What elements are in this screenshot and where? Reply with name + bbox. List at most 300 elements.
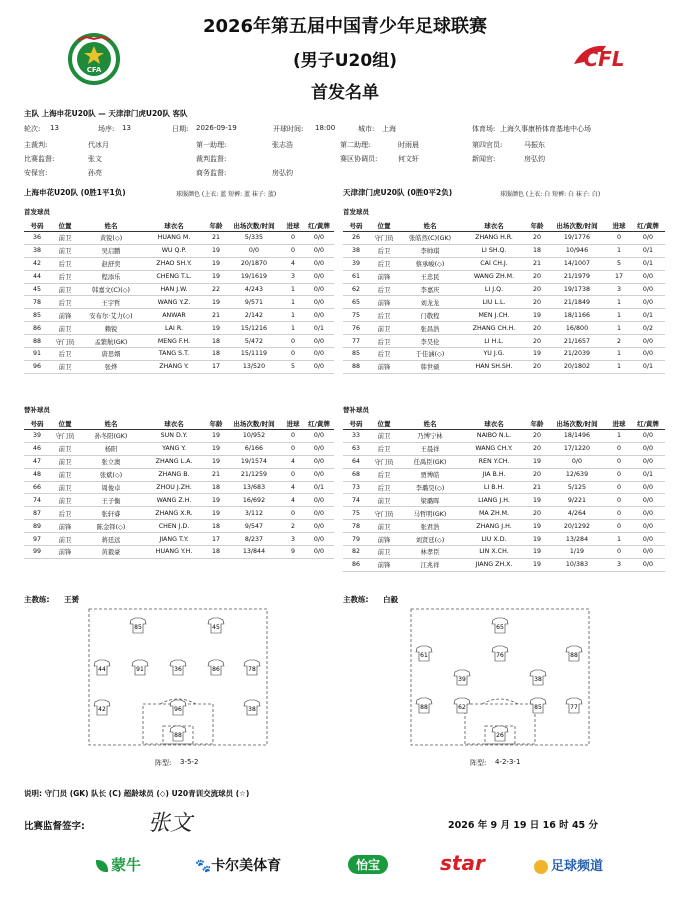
player-jersey [170,726,186,741]
kickoff-value: 18:00 [315,124,336,132]
table-cell: 1 [616,432,621,440]
away-starters-label: 首发球员 [343,208,369,216]
home-kit-colors: 球服颜色 (上衣: 蓝 短裤: 蓝 袜子: 蓝) [176,191,277,198]
player-jersey [94,700,110,715]
table-cell: 21 [532,484,541,491]
table-cell: 0/0 [642,496,654,504]
table-cell: 后卫 [58,351,72,359]
table-cell: WANG CH.Y. [475,445,513,453]
table-cell: 0/0 [642,432,654,440]
table-cell: 0/0 [571,458,583,466]
table-row [24,283,334,296]
col-header: 进球 [607,220,631,232]
table-cell: 守门员 [55,338,75,346]
table-cell: 0/0 [642,522,654,530]
table-cell: 19 [211,445,220,453]
table-cell: 20/1802 [563,363,591,371]
table-cell: LIU X.D. [481,535,507,543]
jersey-number: 88 [570,652,578,659]
table-cell: 0 [290,509,295,517]
official-value: 马振东 [524,141,545,149]
sponsor-kelme [195,855,281,875]
player-jersey [244,660,260,675]
table-cell: 前锋 [377,562,391,570]
table-cell: 21/2039 [563,350,591,358]
table-cell: 蔡承峻(◇) [415,261,445,269]
table-cell: MA ZH.M. [478,509,510,517]
table-cell: 19 [532,350,541,358]
jersey-number: 78 [248,666,256,673]
table-cell: 18 [211,484,220,491]
away-subs-label: 替补球员 [343,406,369,414]
round-label: 轮次: [24,125,41,133]
table-cell: 0/0 [642,298,654,306]
table-cell: 82 [351,548,360,556]
table-cell: 21/1979 [563,273,591,281]
table-cell: 0 [290,337,295,345]
home-coach-name: 王赟 [64,595,79,604]
kickoff-label: 开球时间: [273,125,304,133]
col-header: 进球 [282,418,304,430]
table-cell: 77 [351,337,360,345]
jersey-number: 65 [496,624,504,631]
table-cell: 17/1220 [563,445,591,453]
table-cell: 1 [616,363,621,371]
table-cell: 33 [351,432,360,440]
home-team-title: 上海申花U20队 (0胜1平1负) [24,188,126,197]
col-header: 姓名 [399,220,461,232]
sponsor-football-channel [534,855,603,874]
away-starters-table [343,220,665,374]
table-cell: 后卫 [58,261,72,269]
table-cell: 18 [211,350,220,358]
table-cell: 0/1 [642,247,654,255]
table-cell: 18 [532,247,541,255]
round-value: 13 [50,124,59,132]
jersey-number: 38 [248,706,256,713]
official-label: 新闻官: [472,155,496,163]
table-cell: 后卫 [58,299,72,307]
table-cell: 75 [351,509,360,517]
col-header: 年龄 [206,220,226,232]
table-cell: TANG S.T. [158,350,190,358]
table-cell: 73 [351,484,360,491]
page-title: 2026年第五届中国青少年足球联赛 [202,16,488,37]
table-row [24,455,334,468]
col-header: 红/黄牌 [304,220,334,232]
table-cell: 39 [32,432,41,440]
city-label: 城市: [358,125,375,133]
table-cell: 马哲明(GK) [413,510,447,518]
table-cell: LIANG J.H. [478,496,510,504]
table-cell: ZHANG J.H. [476,522,512,530]
table-cell: 李帅琪 [420,248,440,256]
table-cell: CHEN J.D. [158,522,190,530]
table-cell: 64 [351,458,360,466]
col-header: 出场次数/时间 [547,220,607,232]
table-cell: 0/0 [313,273,325,281]
official-value: 何文轩 [398,155,419,163]
table-cell: 1 [616,298,621,306]
table-cell: 0/0 [642,350,654,358]
table-cell: 0/0 [313,234,325,242]
jersey-number: 45 [212,624,220,631]
table-cell: 赵舒奕 [101,261,121,269]
table-cell: 1 [290,286,295,293]
supervisor-signature: 张文 [148,811,193,836]
table-cell: HAN SH.SH. [475,363,513,371]
table-cell: 9/221 [567,496,587,504]
table-cell: 韩嘉文(C)(◇) [92,287,130,294]
table-cell: 68 [351,471,360,479]
table-cell: 0/1 [642,311,654,319]
table-cell: 13/520 [242,363,266,371]
table-cell: 后卫 [58,274,72,282]
away-subs-table [343,418,665,572]
table-cell: 前卫 [377,497,391,505]
table-cell: 0/0 [313,432,325,440]
table-cell: 9/547 [244,522,264,530]
table-cell: 后卫 [377,351,391,359]
table-cell: 后卫 [377,485,391,492]
table-cell: ANWAR [162,311,186,319]
jersey-number: 26 [496,732,504,739]
table-cell: 48 [32,471,41,479]
table-cell: 26 [351,234,360,242]
table-cell: 0 [290,350,295,358]
home-formation-label: 阵型: [155,759,172,767]
table-cell: YANG Y. [162,445,186,453]
table-row [24,348,334,361]
table-cell: 20 [532,445,541,453]
table-cell: 19 [532,561,541,569]
player-jersey [208,660,224,675]
table-cell: 75 [351,311,360,319]
table-cell: 0/0 [313,363,325,371]
col-header: 号码 [24,418,50,430]
sponsor-name: star [440,851,485,875]
col-header: 姓名 [399,418,461,430]
cfa-logo [68,32,120,86]
table-cell: 36 [32,234,41,242]
table-cell: 21 [532,260,541,268]
table-cell: 后卫 [377,472,391,480]
table-cell: WANG ZH.M. [473,273,515,281]
table-cell: 0/1 [642,260,654,268]
table-cell: 张君浩 [420,523,440,531]
table-cell: 孙冬阳(GK) [94,433,128,441]
official-label: 第二助理: [340,141,371,149]
table-cell: HUANG Y.H. [155,548,193,556]
page-subtitle: (男子U20组) [292,51,397,71]
table-cell: 5/472 [244,337,264,345]
table-cell: 0/1 [313,484,325,491]
table-cell: 1 [290,298,295,306]
table-row [343,442,665,455]
table-cell: 61 [351,273,360,281]
table-cell: 0 [290,234,295,242]
table-cell: 前卫 [377,549,391,557]
table-cell: 5/125 [567,484,587,491]
table-cell: 21 [211,471,220,479]
player-jersey [566,646,582,661]
table-cell: 15/1216 [240,324,268,332]
home-starters-table [24,220,334,374]
table-cell: 程添乐 [101,274,121,282]
table-cell: 88 [351,363,360,371]
table-cell: 前锋 [377,364,391,372]
table-cell: 18 [211,337,220,345]
table-row [343,348,665,361]
official-value: 张志浩 [272,141,293,149]
table-cell: 13/284 [565,535,589,543]
table-cell: 3 [290,535,295,543]
table-cell: 黄毅豪 [101,549,121,557]
table-cell: 1 [616,350,621,358]
table-cell: 0/0 [313,311,325,319]
table-cell: 王晨祥 [420,446,440,454]
table-cell: 前锋 [377,274,391,282]
table-cell: 任禹臣(GK) [413,459,447,467]
table-cell: 2/142 [244,311,264,319]
table-cell: 19/1776 [563,234,591,242]
table-cell: 李璐昊(◇) [415,485,445,492]
table-cell: 20 [532,363,541,371]
table-row [343,296,665,309]
table-row [24,296,334,309]
table-cell: 88 [32,337,41,345]
jersey-number: 38 [534,676,542,683]
cfl-logo-text: CFL [583,47,625,71]
jersey-number: 96 [174,706,182,713]
player-jersey [530,698,546,713]
jersey-number: 39 [458,676,466,683]
table-cell: 前卫 [58,459,72,467]
table-cell: 19 [211,432,220,440]
table-cell: ZHANG X.R. [155,509,193,517]
table-cell: 0/0 [313,286,325,293]
table-cell: 0 [616,445,621,453]
table-row [343,322,665,335]
away-team-title: 天津津门虎U20队 (0胜0平2负) [343,188,453,197]
table-cell: JIANG ZH.X. [475,561,513,569]
jersey-number: 91 [136,666,144,673]
home-starters-label: 首发球员 [24,208,50,216]
table-cell: 0/0 [313,350,325,358]
table-cell: 19/1619 [240,273,268,281]
table-cell: 1 [290,324,295,332]
table-cell: 0/0 [313,337,325,345]
official-value: 房弘钧 [272,169,293,177]
table-cell: 蒋廷远 [101,536,121,544]
table-cell: 39 [351,260,360,268]
table-cell: 4 [290,458,295,466]
table-cell: 1/19 [569,548,585,556]
jersey-number: 44 [98,666,106,673]
table-cell: 0 [616,458,621,466]
table-cell: 16/800 [565,324,589,332]
table-cell: 62 [351,286,360,293]
official-label: 第四官员: [472,141,503,149]
table-cell: 18 [211,522,220,530]
table-cell: YU J.G. [483,350,505,358]
table-cell: WANG Y.Z. [157,298,191,306]
table-cell: 3/112 [244,509,264,517]
table-cell: 0 [616,484,621,491]
match-teams: 主队 上海申花U20队 — 天津津门虎U20队 客队 [24,109,188,118]
table-cell: 前卫 [58,485,72,492]
table-cell: 前锋 [377,536,391,544]
table-cell: 86 [351,561,360,569]
table-cell: 守门员 [55,433,75,441]
table-cell: 0 [616,548,621,556]
table-cell: 76 [351,324,360,332]
table-cell: 20/1292 [563,522,591,530]
table-cell: 2 [290,522,295,530]
channel-ball-icon [534,860,548,874]
table-row [343,335,665,348]
table-cell: 2 [616,337,621,345]
table-cell: ZHANG H.R. [475,234,513,242]
col-header: 球衣名 [461,220,527,232]
table-cell: 20 [532,298,541,306]
table-row [24,335,334,348]
table-cell: 守门员 [374,459,394,467]
table-cell: 12/639 [565,471,589,479]
table-cell: ZHOU J.ZH. [156,484,192,491]
table-cell: 乃博宁林 [417,433,443,441]
table-cell: 守门员 [374,235,394,243]
col-header: 红/黄牌 [304,418,334,430]
home-subs-table [24,418,334,559]
table-cell: 赖锐 [104,325,118,333]
table-cell: 0 [616,522,621,530]
table-row [343,507,665,520]
jersey-number: 85 [534,704,542,711]
table-cell: REN Y.CH. [478,458,510,466]
table-row [24,494,334,507]
col-header: 出场次数/时间 [547,418,607,430]
jersey-number: 77 [570,704,578,711]
sponsor-name: 足球频道 [551,859,604,874]
table-row [343,481,665,494]
table-cell: 0/0 [313,458,325,466]
table-cell: 前卫 [58,287,72,294]
table-row [24,270,334,283]
table-cell: MEN J.CH. [478,311,510,319]
table-cell: 19 [532,311,541,319]
table-cell: 19 [211,458,220,466]
table-row [24,481,334,494]
table-cell: 18 [211,548,220,556]
col-header: 位置 [50,418,80,430]
official-label: 裁判监督: [196,155,227,163]
table-row [343,360,665,373]
table-cell: 45 [32,286,41,293]
table-cell: 前卫 [377,433,391,441]
table-cell: 38 [351,247,360,255]
table-cell: 前卫 [377,523,391,531]
table-cell: 后卫 [377,312,391,320]
table-cell: 42 [32,260,41,268]
table-cell: 19 [211,247,220,255]
table-cell: ZHAO SH.Y. [156,260,192,268]
table-cell: WANG Z.H. [156,496,192,504]
document-heading: 首发名单 [311,83,379,103]
home-coach-label: 主教练: [24,595,50,604]
table-cell: 22 [211,286,220,293]
table-row [343,533,665,546]
table-cell: 0/1 [642,363,654,371]
col-header: 出场次数/时间 [226,220,282,232]
table-cell: 吴启鹏 [101,248,121,256]
table-cell: 0/0 [642,509,654,517]
table-cell: 18/1496 [563,432,591,440]
table-cell: 63 [351,445,360,453]
table-cell: 19 [211,260,220,268]
table-cell: 刘贤廷(◇) [415,536,445,544]
table-cell: 20 [532,324,541,332]
sponsor-name: 蒙牛 [111,856,142,874]
table-cell: 1 [616,247,621,255]
table-cell: 王忠民 [420,274,440,282]
table-cell: LI SH.Q. [481,247,507,255]
table-cell: 19 [532,522,541,530]
jersey-number: 61 [420,652,428,659]
table-cell: 0/0 [313,247,325,255]
official-value: 时雨晨 [398,141,419,149]
city-value: 上海 [382,125,396,133]
signature-label: 比赛监督签字: [24,821,85,832]
date-value: 2026-09-19 [196,124,237,132]
table-cell: 9/571 [244,298,264,306]
table-cell: 85 [351,350,360,358]
table-cell: 19 [532,458,541,466]
sponsor-name: 卡尔美体育 [211,858,282,874]
table-cell: 安布尔·艾力(◇) [89,312,133,320]
player-jersey [208,618,224,633]
table-cell: 17 [211,363,220,371]
col-header: 出场次数/时间 [226,418,282,430]
official-label: 比赛监督: [24,155,55,163]
table-row [343,455,665,468]
table-cell: 孟繁航(GK) [94,338,128,346]
table-cell: 前锋 [58,312,72,320]
table-cell: 林孝臣 [420,549,440,557]
col-header: 位置 [50,220,80,232]
table-cell: 78 [351,522,360,530]
table-cell: 0/0 [642,458,654,466]
col-header: 号码 [343,418,369,430]
table-cell: 9 [290,548,295,556]
player-jersey [566,698,582,713]
table-cell: 0 [616,509,621,517]
table-row [24,430,334,443]
table-cell: 后卫 [377,338,391,346]
table-row [343,283,665,296]
table-cell: 贾博皓 [420,472,440,480]
table-cell: ZHANG CH.H. [472,324,516,332]
mengniu-leaf-icon [96,860,108,872]
table-row [24,232,334,245]
table-cell: 78 [32,298,41,306]
table-cell: LI B.H. [483,484,505,491]
table-cell: 梁璐晖 [420,497,440,505]
table-cell: 85 [32,311,41,319]
table-cell: 89 [32,522,41,530]
table-cell: WU Q.P. [161,247,187,255]
table-cell: HAN J.W. [160,286,188,293]
